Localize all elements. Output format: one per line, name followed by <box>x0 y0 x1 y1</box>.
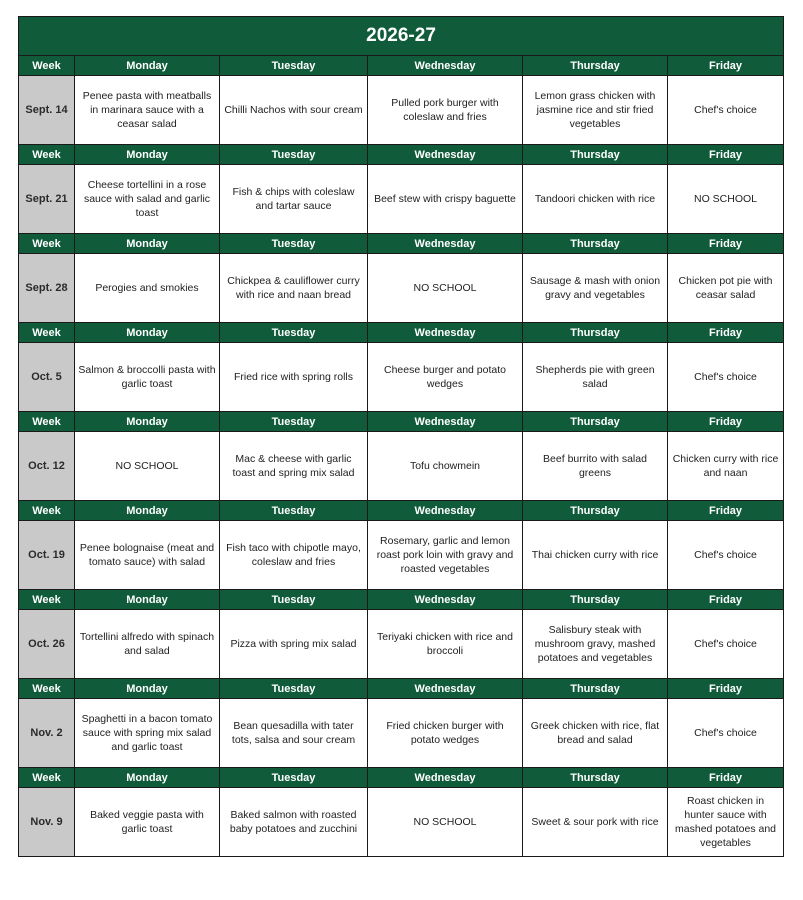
wednesday-header: Wednesday <box>368 501 523 521</box>
friday-header: Friday <box>668 501 784 521</box>
tuesday-meal-cell: Fish taco with chipotle mayo, coleslaw and fries <box>220 521 368 590</box>
week-row <box>19 788 784 857</box>
monday-meal-cell: Penee bolognaise (meat and tomato sauce) with salad <box>75 521 220 590</box>
friday-header: Friday <box>668 590 784 610</box>
tuesday-header: Tuesday <box>220 56 368 76</box>
thursday-meal-cell: Sausage & mash with onion gravy and vegetables <box>523 254 668 323</box>
friday-header: Friday <box>668 323 784 343</box>
monday-meal-cell: Perogies and smokies <box>75 254 220 323</box>
week-label: Nov. 2 <box>19 699 75 768</box>
week-label: Oct. 26 <box>19 610 75 679</box>
thursday-meal-cell: Shepherds pie with green salad <box>523 343 668 412</box>
monday-header: Monday <box>75 56 220 76</box>
monday-meal-cell: Spaghetti in a bacon tomato sauce with spring mix salad and garlic toast <box>75 699 220 768</box>
monday-header: Monday <box>75 234 220 254</box>
wednesday-header: Wednesday <box>368 56 523 76</box>
thursday-header: Thursday <box>523 56 668 76</box>
week-row <box>19 432 784 501</box>
thursday-meal-cell: Lemon grass chicken with jasmine rice and stir fried vegetables <box>523 76 668 145</box>
friday-meal-cell: Chef's choice <box>668 699 784 768</box>
tuesday-header: Tuesday <box>220 323 368 343</box>
thursday-meal-cell: Thai chicken curry with rice <box>523 521 668 590</box>
week-label: Sept. 21 <box>19 165 75 234</box>
tuesday-meal-cell: Baked salmon with roasted baby potatoes and zucchini <box>220 788 368 857</box>
week-header: Week <box>19 501 75 521</box>
wednesday-meal-cell: Tofu chowmein <box>368 432 523 501</box>
wednesday-header: Wednesday <box>368 323 523 343</box>
thursday-meal-cell: Salisbury steak with mushroom gravy, mashed potatoes and vegetables <box>523 610 668 679</box>
day-header-row <box>19 323 784 343</box>
wednesday-meal-cell: Fried chicken burger with potato wedges <box>368 699 523 768</box>
monday-header: Monday <box>75 323 220 343</box>
wednesday-meal-cell: Beef stew with crispy baguette <box>368 165 523 234</box>
week-row <box>19 521 784 590</box>
tuesday-meal-cell: Fish & chips with coleslaw and tartar sauce <box>220 165 368 234</box>
monday-header: Monday <box>75 590 220 610</box>
wednesday-header: Wednesday <box>368 590 523 610</box>
wednesday-meal-cell: NO SCHOOL <box>368 788 523 857</box>
week-row <box>19 165 784 234</box>
week-label: Sept. 14 <box>19 76 75 145</box>
week-header: Week <box>19 590 75 610</box>
week-label: Oct. 19 <box>19 521 75 590</box>
tuesday-header: Tuesday <box>220 412 368 432</box>
tuesday-meal-cell: Pizza with spring mix salad <box>220 610 368 679</box>
monday-header: Monday <box>75 145 220 165</box>
day-header-row <box>19 590 784 610</box>
thursday-header: Thursday <box>523 679 668 699</box>
week-row <box>19 343 784 412</box>
wednesday-meal-cell: Rosemary, garlic and lemon roast pork loin with gravy and roasted vegetables <box>368 521 523 590</box>
week-header: Week <box>19 412 75 432</box>
wednesday-meal-cell: Cheese burger and potato wedges <box>368 343 523 412</box>
thursday-header: Thursday <box>523 412 668 432</box>
day-header-row <box>19 501 784 521</box>
week-row <box>19 699 784 768</box>
wednesday-meal-cell: NO SCHOOL <box>368 254 523 323</box>
friday-header: Friday <box>668 234 784 254</box>
monday-meal-cell: Baked veggie pasta with garlic toast <box>75 788 220 857</box>
thursday-meal-cell: Tandoori chicken with rice <box>523 165 668 234</box>
week-row <box>19 610 784 679</box>
thursday-meal-cell: Greek chicken with rice, flat bread and salad <box>523 699 668 768</box>
tuesday-header: Tuesday <box>220 590 368 610</box>
friday-meal-cell: Chef's choice <box>668 610 784 679</box>
week-label: Nov. 9 <box>19 788 75 857</box>
lunch-menu-body <box>19 17 784 857</box>
day-header-row <box>19 145 784 165</box>
week-row <box>19 254 784 323</box>
wednesday-header: Wednesday <box>368 145 523 165</box>
wednesday-header: Wednesday <box>368 768 523 788</box>
week-row <box>19 76 784 145</box>
wednesday-meal-cell: Teriyaki chicken with rice and broccoli <box>368 610 523 679</box>
tuesday-header: Tuesday <box>220 679 368 699</box>
wednesday-header: Wednesday <box>368 412 523 432</box>
tuesday-header: Tuesday <box>220 768 368 788</box>
day-header-row <box>19 56 784 76</box>
friday-meal-cell: Chef's choice <box>668 521 784 590</box>
day-header-row <box>19 234 784 254</box>
friday-header: Friday <box>668 679 784 699</box>
monday-meal-cell: Penee pasta with meatballs in marinara sauce with a ceasar salad <box>75 76 220 145</box>
week-label: Sept. 28 <box>19 254 75 323</box>
week-label: Oct. 5 <box>19 343 75 412</box>
tuesday-meal-cell: Chickpea & cauliflower curry with rice and naan bread <box>220 254 368 323</box>
tuesday-header: Tuesday <box>220 234 368 254</box>
week-header: Week <box>19 323 75 343</box>
week-header: Week <box>19 56 75 76</box>
friday-meal-cell: NO SCHOOL <box>668 165 784 234</box>
thursday-header: Thursday <box>523 590 668 610</box>
friday-meal-cell: Chef's choice <box>668 343 784 412</box>
thursday-header: Thursday <box>523 501 668 521</box>
friday-meal-cell: Chef's choice <box>668 76 784 145</box>
monday-meal-cell: Salmon & broccolli pasta with garlic toast <box>75 343 220 412</box>
week-header: Week <box>19 679 75 699</box>
friday-header: Friday <box>668 768 784 788</box>
tuesday-meal-cell: Mac & cheese with garlic toast and spring mix salad <box>220 432 368 501</box>
thursday-header: Thursday <box>523 234 668 254</box>
day-header-row <box>19 679 784 699</box>
week-header: Week <box>19 768 75 788</box>
wednesday-header: Wednesday <box>368 234 523 254</box>
monday-header: Monday <box>75 501 220 521</box>
friday-meal-cell: Roast chicken in hunter sauce with mashed potatoes and vegetables <box>668 788 784 857</box>
thursday-meal-cell: Beef burrito with salad greens <box>523 432 668 501</box>
friday-meal-cell: Chicken pot pie with ceasar salad <box>668 254 784 323</box>
week-label: Oct. 12 <box>19 432 75 501</box>
menu-title: 2026-27 <box>19 17 784 56</box>
monday-meal-cell: Cheese tortellini in a rose sauce with salad and garlic toast <box>75 165 220 234</box>
tuesday-meal-cell: Chilli Nachos with sour cream <box>220 76 368 145</box>
monday-meal-cell: Tortellini alfredo with spinach and salad <box>75 610 220 679</box>
monday-header: Monday <box>75 412 220 432</box>
week-header: Week <box>19 145 75 165</box>
friday-header: Friday <box>668 145 784 165</box>
tuesday-header: Tuesday <box>220 145 368 165</box>
thursday-header: Thursday <box>523 145 668 165</box>
friday-meal-cell: Chicken curry with rice and naan <box>668 432 784 501</box>
monday-meal-cell: NO SCHOOL <box>75 432 220 501</box>
day-header-row <box>19 412 784 432</box>
lunch-menu-table <box>18 16 784 857</box>
monday-header: Monday <box>75 679 220 699</box>
friday-header: Friday <box>668 412 784 432</box>
monday-header: Monday <box>75 768 220 788</box>
thursday-meal-cell: Sweet & sour pork with rice <box>523 788 668 857</box>
friday-header: Friday <box>668 56 784 76</box>
day-header-row <box>19 768 784 788</box>
thursday-header: Thursday <box>523 323 668 343</box>
wednesday-header: Wednesday <box>368 679 523 699</box>
tuesday-meal-cell: Fried rice with spring rolls <box>220 343 368 412</box>
tuesday-header: Tuesday <box>220 501 368 521</box>
thursday-header: Thursday <box>523 768 668 788</box>
tuesday-meal-cell: Bean quesadilla with tater tots, salsa and sour cream <box>220 699 368 768</box>
week-header: Week <box>19 234 75 254</box>
wednesday-meal-cell: Pulled pork burger with coleslaw and fries <box>368 76 523 145</box>
